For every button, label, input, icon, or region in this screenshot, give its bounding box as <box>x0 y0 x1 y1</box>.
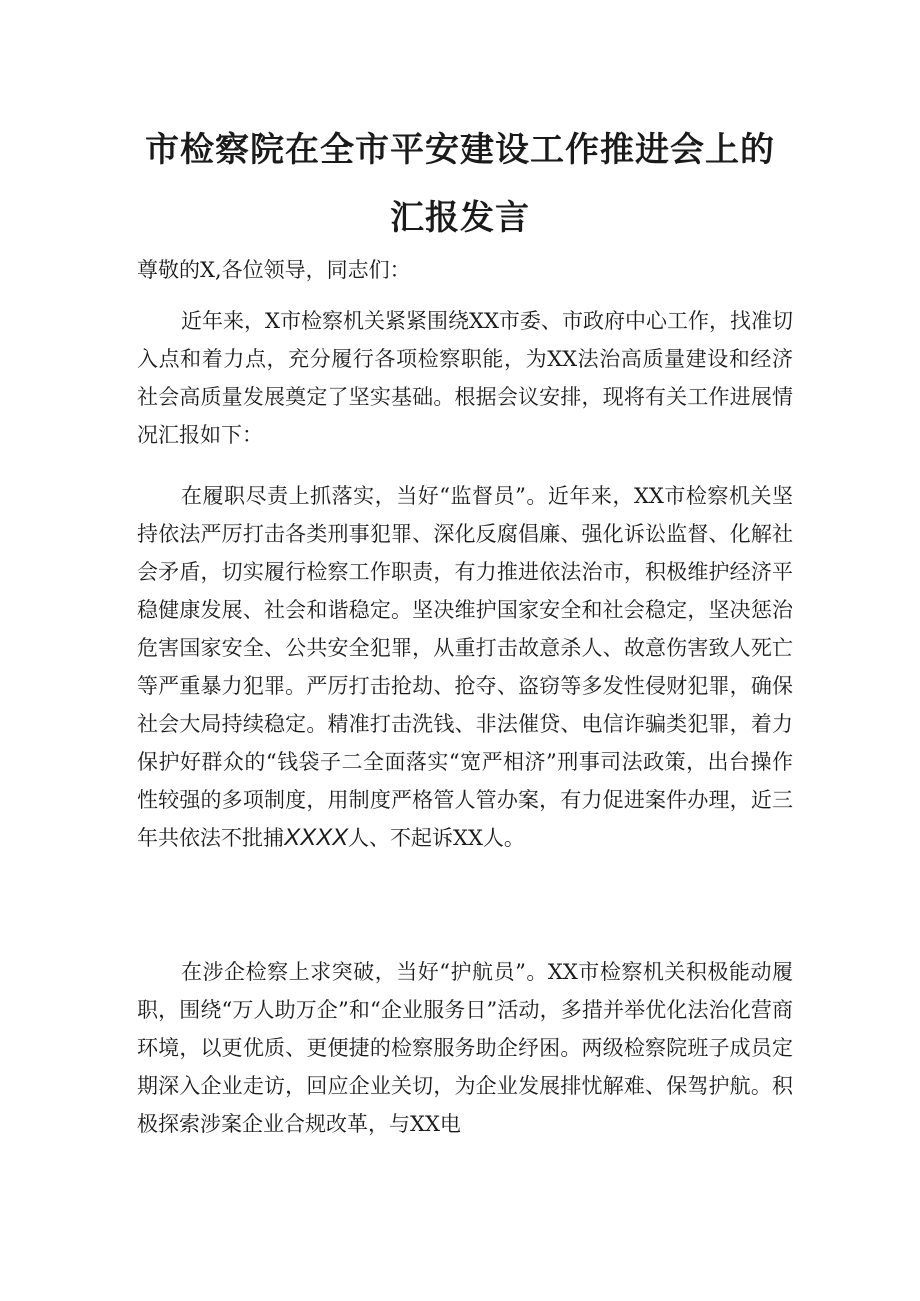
paragraph-supervision-text: 在履职尽责上抓落实，当好“监督员”。近年来，XX市检察机关坚持依法严厉打击各类刑事犯罪、深化反腐倡廉、强化诉讼监督、化解社会矛盾，切实履行检察工作职责，有力推进依法治市，积极维护经济平稳健康发展、社会和谐稳定。坚决维护国家安全和社会稳定，坚决惩治危害国家安全、公共安全犯罪，从重打击故意杀人、故意伤害致人死亡等严重暴力犯罪。严厉打击抢劫、抢夺、盗窃等多发性侵财犯罪，确保社会大局持续稳定。精准打击洗钱、非法催贷、电信诈骗类犯罪，着力保护好群众的“钱袋子二全面落实“宽严相济”刑事司法政策，出台操作性较强的多项制度，用制度严格管人管办案，有力促进案件办理，近三年共依法不批捕 <box>137 484 793 850</box>
document-title-line-2: 汇报发言 <box>390 198 530 238</box>
document-title-line-1: 市检察院在全市平安建设工作推进会上的 <box>145 130 775 170</box>
paragraph-enterprise: 在涉企检察上求突破，当好“护航员”。XX市检察机关积极能动履职，围绕“万人助万企”和“企业服务日”活动，多措并举优化法治化营商环境，以更优质、更便捷的检察服务助企纾困。两级检察院班子成员定期深入企业走访，回应企业关切，为企业发展排忧解难、保驾护航。积极探索涉案企业合规改革，与XX电 <box>137 960 793 1136</box>
greeting: 尊敬的X,各位领导，同志们： <box>137 258 411 282</box>
not-arrested-count: XXXX <box>284 824 349 851</box>
paragraph-intro: 近年来，X市检察机关紧紧围绕XX市委、市政府中心工作，找准切入点和着力点，充分履行各项检察职能，为XX法治高质量建设和经济社会高质量发展奠定了坚实基础。根据会议安排，现将有关工作进展情况汇报如下： <box>137 309 793 447</box>
paragraph-supervision-ending: 人、不起诉XX人。 <box>348 826 525 850</box>
paragraph-supervision <box>137 477 793 857</box>
